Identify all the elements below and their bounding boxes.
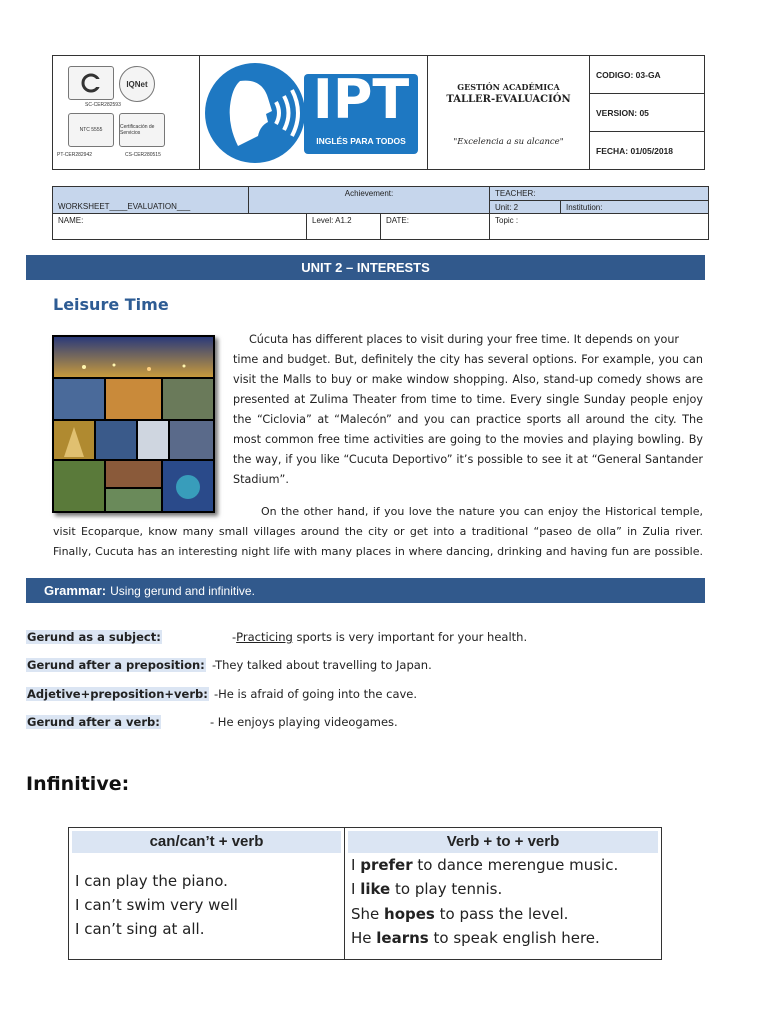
p1-line-1: Cúcuta has different places to visit during your free time. It depends on your [249,333,680,346]
p1-line-8: Stadium”. [233,473,289,486]
ntc-cert-logo [68,113,114,147]
certifications [53,56,200,169]
rule-label: Gerund after a preposition: [27,658,205,672]
institution-field: Institution: [561,201,708,214]
p2-line-2: visit Ecoparque, know many small villages around the city or get into a traditional “paseo de olla” in Zulia river. [53,525,703,538]
student-info-table [52,186,709,240]
p1-line-2: time and budget. But, definitely the city has several options. For example, you can [233,353,703,366]
verb-example-rest: to play tennis. [390,880,503,898]
grammar-subtitle: Using gerund and infinitive. [110,583,255,598]
logo-tagline: INGLÉS PARA TODOS [316,136,406,146]
can-column [69,828,345,959]
rule-label: Adjetive+preposition+verb: [27,687,208,701]
verb-example [351,929,600,947]
verb-example-verb: like [360,880,391,898]
management-title: GESTIÓN ACADÉMICA [457,82,560,92]
unit-banner [26,255,705,280]
worksheet-field: WORKSHEET____EVALUATION___ [53,187,249,214]
unit-field: Unit: 2 [490,201,561,214]
cs-code: CS-CER280515 [125,152,161,158]
rule-rest: sports is very important for your health. [292,630,528,644]
sc-code: SC-CER282593 [85,102,121,108]
slogan: "Excelencia a su alcance" [453,137,564,147]
verb-example-rest: to dance merengue music. [412,856,619,874]
verb-example [351,880,502,898]
verb-example-verb: hopes [384,905,435,923]
can-example: I can’t swim very well [75,896,238,914]
verb-example [351,905,568,923]
service-cert-label: Certificación de Servicios [120,124,155,136]
icontec-icon [76,73,106,93]
rule-example [232,630,527,644]
codigo: CODIGO: 03-GA [590,56,704,94]
ipt-logo [200,56,428,169]
verb-example-subject: I [351,856,361,874]
verb-example-rest: to speak english here. [428,929,600,947]
rule-example: -He is afraid of going into the cave. [214,687,418,701]
topic-field: Topic : [495,216,519,225]
document-type [428,56,590,169]
logo-brand: IPT [312,68,410,131]
p1-line-4: presented at Zulima Theater from time to time. Every single Sunday people enjoy [233,393,703,406]
section-title: Leisure Time [53,295,169,314]
paragraph-2 [53,502,703,562]
rule-example: - He enjoys playing videogames. [210,715,398,729]
document-codes [590,56,704,169]
iqnet-label: IQNet [126,79,148,89]
p1-line-7: the way, if you like “Cucuta Deportivo” it’s possible to see it at “General Santander [233,453,703,466]
name-field: NAME: [53,214,307,239]
verb-example [351,856,618,874]
grammar-label: Grammar: [44,583,107,598]
collage-image [54,337,213,511]
grammar-banner [26,578,705,603]
doc-title: TALLER-EVALUACIÓN [446,94,571,105]
unit-banner-text: UNIT 2 – INTERESTS [301,260,430,275]
verb-example-subject: He [351,929,377,947]
level-field: Level: A1.2 [307,214,381,239]
iso-cert-logo [68,66,114,100]
rule-label: Gerund as a subject: [27,630,161,644]
rule-example: -They talked about travelling to Japan. [212,658,432,672]
p1-line-6: most common free time activities are going to the movies and playing bowling. By [233,433,703,446]
version: VERSION: 05 [590,94,704,132]
can-example: I can play the piano. [75,872,228,890]
p2-line-3: Finally, Cucuta has an interesting night life with many places in where dancing, drinking and having fun are possible. [53,545,703,558]
ntc-label: NTC 5555 [79,127,103,133]
paragraph-1 [233,330,703,490]
verb-example-verb: prefer [360,856,413,874]
service-cert-logo [119,113,165,147]
city-collage-photo [52,335,215,513]
verb-example-verb: learns [376,929,429,947]
teacher-field: TEACHER: [490,187,708,201]
verb-to-verb-column [345,828,661,959]
p1-line-3: visit the Malls to buy or make window shopping. Also, stand-up comedy shows are [233,373,703,386]
date-field: DATE: [381,214,490,239]
verb-example-subject: I [351,880,361,898]
infinitive-title: Infinitive: [26,773,130,795]
can-column-header: can/can’t + verb [72,831,341,853]
infinitive-table [68,827,662,960]
rule-label: Gerund after a verb: [27,715,160,729]
document-header [52,55,705,170]
verb-column-header: Verb + to + verb [348,831,658,853]
p1-line-5: the “Ciclovia” at “Malecón” and you can practice sports all around the city. The [233,413,703,426]
fecha: FECHA: 01/05/2018 [596,145,674,156]
achievement-field: Achievement: [249,187,490,214]
iqnet-seal [119,66,155,102]
verb-example-rest: to pass the level. [434,905,569,923]
can-example: I can’t sing at all. [75,920,205,938]
rule-dash: - [232,630,237,644]
rule-underlined-word: Practicing [236,630,293,644]
verb-example-subject: She [351,905,385,923]
pt-code: PT-CER282942 [57,152,93,158]
p2-line-1: On the other hand, if you love the nature you can enjoy the Historical temple, [261,505,703,518]
